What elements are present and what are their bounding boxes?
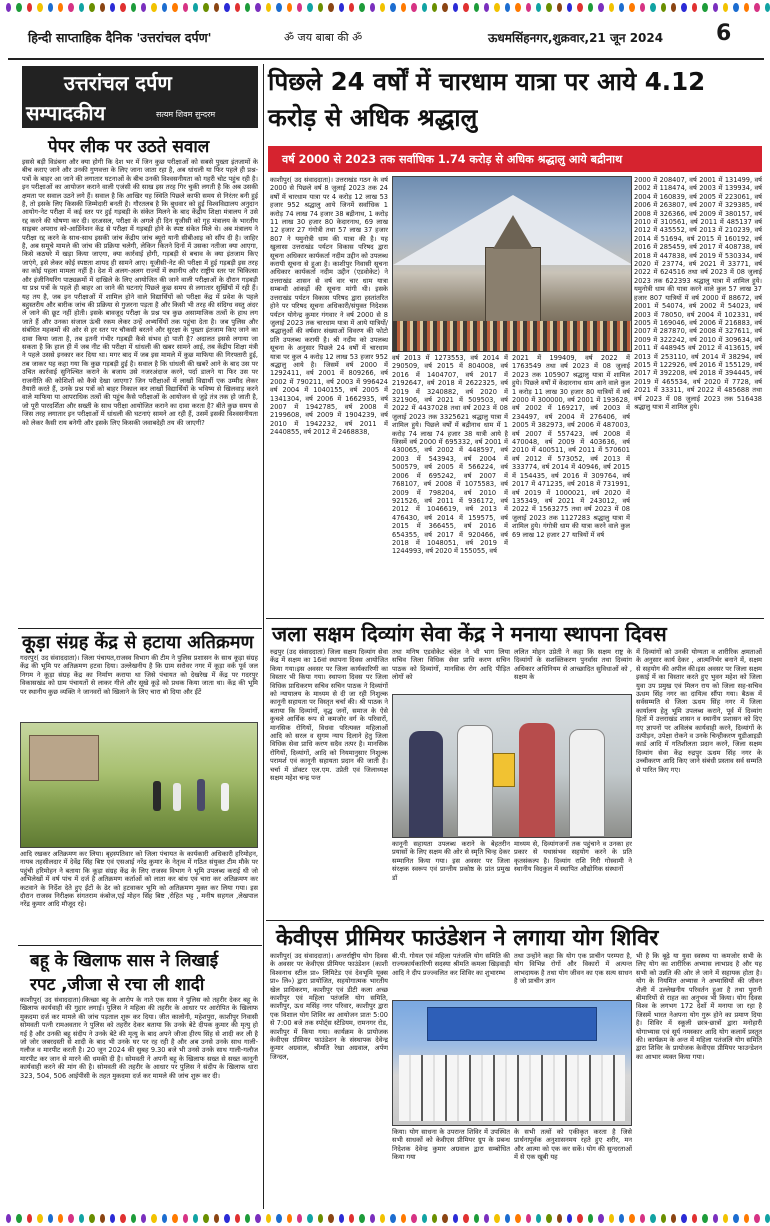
border-dot [640, 3, 645, 12]
border-dot [422, 3, 427, 12]
border-dot [432, 1214, 437, 1223]
border-dot [577, 1214, 582, 1223]
border-dot [681, 3, 686, 12]
page-header [6, 16, 764, 56]
border-dot [526, 3, 531, 12]
border-dot [733, 3, 738, 12]
border-dot [526, 1214, 531, 1223]
border-dot [297, 1214, 302, 1223]
border-dot [494, 1214, 499, 1223]
border-dot [754, 1214, 759, 1223]
border-dot [68, 3, 73, 12]
border-dot [515, 3, 520, 12]
border-dot [162, 1214, 167, 1223]
border-dot [6, 1214, 11, 1223]
border-dot [515, 1214, 520, 1223]
border-dot [640, 1214, 645, 1223]
border-dot [723, 3, 728, 12]
border-dot [370, 1214, 375, 1223]
border-dot [110, 1214, 115, 1223]
border-dot [37, 3, 42, 12]
jal-col-4: में दिव्यांगों को उनकी योग्यता व शारीरिक क्षमताओं के अनुसार कार्य देकर , आत्मनिर्भर बनाने में, सक्षम से सहयोग की अपील की।इस अवसर पर जिला सक्षम इकाई में का विस्तार करते हुए भुवन महेश को जिला युवा उप प्रमुख एवं मिलन राय को जिला सह-सचिव ऊधम सिंह नगर का दायित्व सौंपा गया। बैठक में सर्वसम्मति से जिला ऊधम सिंह नगर में जिला कार्यालय हेतु भूमि उपलब्ध कराने, पूर्व में दिव्यांग हितों में उत्तराखंड शासन व स्थानीय प्रशासन को दिए गए ज्ञापनों पर अविलंब कार्यवाही करने, दिव्यांगों के उत्पीड़न, उपेक्षा रोकने व उनके चिन्हीकरण यूडीआइडी कार्ड आदि में गतिशीलता प्रदान करने, जिला सक्षम दिव्यांग सेवा केंद्र रुद्रपुर ऊधम सिंह नगर के उच्चीकरण आदि किए जाने संबंधी प्रस्ताव सर्व सम्मति से पारित किए गए। [636, 648, 762, 774]
border-dot [702, 1214, 707, 1223]
border-dot [546, 1214, 551, 1223]
border-dot [442, 1214, 447, 1223]
lead-col-4: 2000 में 208407, वर्ष 2001 में 131499, वर्ष 2002 में 118474, वर्ष 2003 में 139934, वर्ष 2004 में 160839, वर्ष 2005 में 223061, वर्ष 2006 में 263807, वर्ष 2007 में 329385, वर्ष 2008 में 326366, वर्ष 2009 में 380157, वर्ष 2010 में 310561, वर्ष 2011 में 485137 वर्ष 2012 में 435552, वर्ष 2013 में 210239, वर्ष 2014 में 51694, वर्ष 2015 में 160192, वर्ष 2016 में 285459, वर्ष 2017 में 408738, वर्ष 2018 में 447838, वर्ष 2019 में 530334, वर्ष 2020 में 23774, वर्ष 2021 में 33771, वर्ष 2022 में 624516 तथा वर्ष 2023 में 08 जुलाई 2023 तक 622393 श्रद्धालु यात्रा में शामिल हुये। यमुनोत्री धाम की यात्रा करने वाले कुल 57 लाख 37 हजार 807 यात्रियों में वर्ष 2000 में 88672, वर्ष 2001 में 54074, वर्ष 2002 में 54023, वर्ष 2003 में 78050, वर्ष 2004 में 102331, वर्ष 2005 में 169046, वर्ष 2006 में 216883, वर्ष 2007 में 287870, वर्ष 2008 में 327611, वर्ष 2009 में 322242, वर्ष 2010 में 309634, वर्ष 2011 में 448945 वर्ष 2012 में 413615, वर्ष 2013 में 253110, वर्ष 2014 में 38294, वर्ष 2015 में 122926, वर्ष 2016 में 155129, वर्ष 2017 में 392208, वर्ष 2018 में 394445, वर्ष 2019 में 465534, वर्ष 2020 में 7728, वर्ष 2021 में 33311, वर्ष 2022 में 485688 तथा वर्ष 2023 में 08 जुलाई 2023 तक 516438 श्रद्धालु यात्रा में शामिल हुये। [634, 176, 762, 411]
border-dot [245, 1214, 250, 1223]
lead-col-1: काशीपुर( उद संवाददाता)। उत्तराखंड गठन के वर्ष 2000 से पिछले वर्ष 8 जुलाई 2023 तक 24 वर्षों में चारधाम यात्रा पर 4 करोड़ 12 लाख 53 हजार 952 श्रद्धालु आये जिनमें सर्वाधिक 1 करोड़ 74 लाख 74 हजार 38 बद्रीनाथ, 1 करोड़ 11 लाख 30 हजार 80 केदारनाथ, 69 लाख 12 हजार 27 गंगोत्री तथा 57 लाख 37 हजार 807 ने यमुनोत्री धाम की यात्रा की है। यह खुलासा उत्तराखंड पर्यटन विकास परिषद द्वारा सूचना अधिकार कार्यकर्ता नदीम उद्दीन को उपलब्ध करायी सूचना से हुआ है। काशीपुर निवासी सूचना अधिकार कार्यकर्ता नदीम उद्दीन (एडवोकेट) ने उत्तराखंड शासन से वर्ष वार चार धाम यात्रा सम्बन्धी आंकड़ों की सूचना मांगी थी। इसके उत्तराखंड पर्यटन विकास परिषद द्वारा हस्तांतरित होने पर परिषद सूचना अधिकारी/संयुक्त निदेशक पर्यटन योगेन्द्र कुमार गंगवार ने वर्ष 2000 से 8 जुलाई 2023 तक चारधाम यात्रा में आये यात्रियों/श्रद्धालुओं की वर्षवार संख्याओं विवरण की फोटो प्रति उपलब्ध करायी है। श्री नदीम को उपलब्ध सूचना के अनुसार पिछले 24 वर्षों में चारधाम यात्रा पर कुल 4 करोड़ 12 लाख 53 हजार 952 श्रद्धालु आये है। जिसमें वर्ष 2000 में 1292411, वर्ष 2001 में 809266, वर्ष 2002 में 790211, वर्ष 2003 में 996424 वर्ष 2004 में 1040155, वर्ष 2005 में 1341304, वर्ष 2006 में 1662935, वर्ष 2007 में 1942785, वर्ष 2008 में 2199608, वर्ष 2009 में 1904239, वर्ष 2010 में 1942232, वर्ष 2011 में 2440855, वर्ष 2012 में 2468838, [270, 176, 388, 437]
kvs-col-3: तथा उन्होंने कहा कि योग एक प्राचीन परम्परा है, योग विभिन्न रोगों और विकारों में अत्यन्त लाभदायक है तथा योग जीवन का एक सत्य साधन है जो प्राचीन ज्ञान [514, 952, 632, 986]
border-dot [650, 1214, 655, 1223]
border-dot [359, 3, 364, 12]
kvs-col-4: भी है कि बूढ़े या युवा स्वस्थ्य या कमजोर सभी के लिए योग का शारीरिक अभ्यास लाभप्रद है और यह सभी को उन्नति की ओर ले जाने में सहायक होता है। योग के नियमित अभ्यास ने अभ्यासियों की जीवन शैली में उल्लेखनीय परिवर्तन हुआ है तथा पुरानी बीमारियों से राहत का अनुभव भी किया। योग दिवस विश्व के लगभग 172 देशों में मनाया जा रहा है जिसमें भारत नेअपना योग गुरू होने का प्रमाण दिया है। शिविर में स्कूली छात्र-छात्रों द्वारा मनोहारी योगाभ्यास एवं सूर्य नमस्कार आदि योग कलायें प्रस्तुत की। कार्यक्रम के अन्त में महिला पतंजलि योग समिति द्वारा शिविर के प्रायोजक केवीएस प्रीमियर फाउन्डेशन का आभार व्यक्त किया गया। [636, 952, 762, 1061]
lead-col-2: वर्ष 2013 में 1273553, वर्ष 2014 में 290509, वर्ष 2015 में 804008, वर्ष 2016 में 1404707, वर्ष 2017 में 2192647, वर्ष 2018 में 2622325, वर्ष 2019 में 3240882, वर्ष 2020 में 321906, वर्ष 2021 में 509503, वर्ष 2022 में 4437028 तथा वर्ष 2023 में 08 जुलाई 2023 तक 3325621 श्रद्धालु यात्रा में शामिल हुये। पिछले वर्षों में बद्रीनाथ धाम में 1 करोड़ 74 लाख 74 हजार 38 यात्री आये है जिसमें वर्ष 2000 में 695332, वर्ष 2001 में 430065, वर्ष 2002 में 448597, वर्ष 2003 में 543943, वर्ष 2004 में 500579, वर्ष 2005 में 566224, वर्ष 2006 में 695242, वर्ष 2007 में 768107, वर्ष 2008 में 1075583, वर्ष 2009 में 798204, वर्ष 2010 में 921526, वर्ष 2011 में 936172, वर्ष 2012 में 1046619, वर्ष 2013 में 476430, वर्ष 2014 में 159575, वर्ष 2015 में 366455, वर्ष 2016 में 654355, वर्ष 2017 में 920466, वर्ष 2018 में 1048051, वर्ष 2019 में 1244993, वर्ष 2020 में 155055, वर्ष [392, 354, 508, 556]
border-dot [681, 1214, 686, 1223]
border-dot [598, 1214, 603, 1223]
border-dot [765, 3, 770, 12]
border-dot [214, 1214, 219, 1223]
border-dot [37, 1214, 42, 1223]
border-dot [58, 3, 63, 12]
crowd-strip [393, 321, 631, 351]
lead-banner [268, 146, 762, 172]
border-dot [58, 1214, 63, 1223]
lead-col-3: 2021 में 199409, वर्ष 2022 में 1763549 तथा वर्ष 2023 में 08 जुलाई 2023 तक 105907 श्रद्धालु यात्रा में शामिल हुये। पिछले वर्षों में केदारनाथ धाम आने वाले कुल 1 करोड़ 11 लाख 30 हजार 80 यात्रियों में वर्ष 2000 में 300000, वर्ष 2001 में 193628, वर्ष 2002 में 169217, वर्ष 2003 में 234497, वर्ष 2004 में 276406, वर्ष 2005 में 382973, वर्ष 2006 में 487003, वर्ष 2007 में 557423, वर्ष 2008 में 470048, वर्ष 2009 में 403636, वर्ष 2010 में 400511, वर्ष 2011 में 570601 वर्ष 2012 में 573052, वर्ष 2013 में 333774, वर्ष 2014 में 40946, वर्ष 2015 में 154435, वर्ष 2016 में 309764, वर्ष 2017 में 471235, वर्ष 2018 में 731991, वर्ष 2019 में 1000021, वर्ष 2020 में 135349, वर्ष 2021 में 243012, वर्ष 2022 में 1563275 तथा वर्ष 2023 में 08 जुलाई 2023 तक 1127283 श्रद्धालु यात्रा में शामिल हुये। गंगोत्री धाम की यात्रा करने वाले कुल 69 लाख 12 हजार 27 यात्रियों में वर्ष [512, 354, 630, 539]
border-dot [754, 3, 759, 12]
border-dot [307, 1214, 312, 1223]
border-dot [110, 3, 115, 12]
border-dot [463, 1214, 468, 1223]
border-dot [79, 1214, 84, 1223]
border-dot [79, 3, 84, 12]
border-dot [536, 1214, 541, 1223]
border-dot [100, 3, 105, 12]
lead-banner-text: वर्ष 2000 से 2023 तक सर्वाधिक 1.74 करोड़ से अधिक श्रद्धालु आये बद्रीनाथ [282, 153, 623, 166]
border-dot [287, 3, 292, 12]
border-dot [401, 3, 406, 12]
border-dot [235, 3, 240, 12]
border-dot [401, 1214, 406, 1223]
border-dot [131, 3, 136, 12]
border-dot [661, 3, 666, 12]
kedarnath-temple-photo [392, 176, 632, 352]
border-dot [162, 3, 167, 12]
border-dot [723, 1214, 728, 1223]
border-dot [349, 1214, 354, 1223]
border-dot [16, 1214, 21, 1223]
border-dot [609, 1214, 614, 1223]
border-dot [671, 1214, 676, 1223]
border-dot [193, 3, 198, 12]
man-4 [569, 729, 605, 837]
kvs-col-3b: के सभी तत्वों को एकीकृत करता है जिसे प्रार्थनापूर्वक अनुशासनमय रहते हुए शरीर, मन और आत्मा को एक कर सकें। योग की सुन्दरताओं में से एक खूबी यह [514, 1128, 632, 1162]
border-dot [203, 1214, 208, 1223]
border-dot [744, 1214, 749, 1223]
header-center-text: ॐ जय बाबा की ॐ [284, 31, 363, 44]
border-dot [266, 3, 271, 12]
kooda-headline: कूड़ा संग्रह केंद्र से हटाया अतिक्रमण [22, 632, 254, 653]
person-2 [173, 783, 181, 811]
kooda-bottom-rule [18, 945, 262, 946]
person-3 [197, 779, 205, 811]
kooda-body: आदि रखकर अतिक्रमण कर लिया। बृहस्पतिवार को जिला पंचायत के कार्यकारी अधिकारी हरिमोहन, नायब तहसीलदार में देवेंद्र सिंह बिष्ट एवं एसआई नरेंद्र कुमार के नेतृत्व में गठित संयुक्त टीम मौके पर पहुंची हरिमोहन ने बताया कि कूड़ा संग्रह केंद्र के लिए राजस्व विभाग ने भूमि उपलब्ध कराई थी जो अभिलेखों में वर्ष पांच में दर्ज है अतिक्रमण कर्ताओं को लाता कर बांध एवं चारा कर अतिक्रमण कर कटवाने के निर्देश देते हुए ईंटों के ढेर को हटवाकर भूमि को अतिक्रमण मुक्त कर लिया गया। इस दौरान राजस्व निरीक्षक संगतराम कंबोज,एई मोहन सिंह बिष्ट ,रोहित भट्ट , मनीष सहगल ,लेखपाल नरेंद्र कुमार आदि मौजूद रहे। [20, 850, 258, 909]
border-dot [6, 3, 11, 12]
border-dot [453, 1214, 458, 1223]
jal-col-1: रुद्रपुर (उद संवाददाता) जिला सक्षम दिव्यांग सेवा केंद्र में सक्षम का 16वां स्थापना दिवस आयोजित किया गया।इस अवसर पर जिला कार्यकारिणी का विस्तार भी किया गया। स्थापना दिवस पर जिला विधिक प्राधिकरण सचिव सचिन पाठक ने दिव्यांगों को न्यायालय के माध्यम से दी जा रही निशुल्क कानूनी सहायता पर विस्तृत चर्चा की। श्री पाठक ने बताया कि दिव्यांगों, वृद्ध जनों, समाज के ऐसे कुचले आर्थिक रूप से कमजोर वर्ग के परिवारों, मानसिक रोगियों, विधवा परित्यक्त महिलाओं आदि को सरल व सुगम न्याय दिलाने हेतु जिला विधिक सेवा प्राधि करण सदैव तत्पर है। मानसिक रोगियों, दिव्यांगों, आदि को नियमानुसार निशुल्क परामर्श एवं कानूनी सहायता प्रदान की जाती है। चर्चा में डॉक्टर एल.एम. उप्रेती एवं जिलाध्यक्ष सक्षम महेश चन्द्र पन्त [270, 648, 388, 783]
border-dot [442, 3, 447, 12]
jal-col-3b: माध्यम से, दिव्यांगजनों तक पहुंचाने व उनका हर प्रकार से यथासंभव सहयोग करने के प्रति कृतसंकल्प है। दिव्यांग राशि गिरी गोस्वामी ने स्थानीय विदकुल में स्थापित औद्योगिक संस्थानों [514, 840, 632, 874]
border-dot [609, 3, 614, 12]
border-dot [48, 1214, 53, 1223]
man-2 [457, 725, 493, 837]
border-dot [120, 1214, 125, 1223]
border-dot [172, 1214, 177, 1223]
border-dot [692, 3, 697, 12]
border-dot [567, 1214, 572, 1223]
border-dot [141, 1214, 146, 1223]
border-dot [546, 3, 551, 12]
award-ceremony-photo [392, 694, 632, 838]
editorial-masthead [22, 66, 258, 128]
border-dot [619, 1214, 624, 1223]
border-dot [255, 3, 260, 12]
border-dot [650, 3, 655, 12]
border-dot [484, 3, 489, 12]
border-dot [120, 3, 125, 12]
border-dot [276, 3, 281, 12]
header-rule [8, 58, 764, 60]
border-dot [214, 3, 219, 12]
bahu-body: काशीपुर( उद संवाददाता)।किच्छा बहू के आरोप के नाते एक सास ने पुलिस को तहरीर देकर बहू के खिलाफ कार्यवाही की गुहार लगाई। पुलिस ने महिला की तहरीर के आधार पर आरोपित के खिलाफ मुकदमा दर्ज कर मामले की जांच पड़ताल शुरू कर दिया। जीत कालोनी, महेशपुरा, काशीपुर निवासी सोमवती पत्नी रामअवतार ने पुलिस को तहरीर देकर बताया कि उनके बेटे दीपक कुमार की मृत्यु हो गई है और उनकी बहू संदीप ने उनके बेटे की मृत्यु के बाद अपने जीजा हीरय सिंह से शादी कर ली है जो जोर जबरदस्ती से शादी के बाद भी उनके घर पर रह रही है और अब उनसे उनके साथ गाली-गलौज व मारपीट करती है। 20 जून 2024 की सुबह 9.30 बजे भी उनसे उनके साथ गाली-गलौज मारपीट कर जान से मारने की धमकी दी है। सोमवती ने अपनी बहू के खिलाफ सख्त से सख्त कानूनी कार्यवाही करने की मांग की है। सोमवती की तहरीर के आधार पर पुलिस ने संदीप के खिलाफ धारा 323, 504, 506 आईपीसी के तहत मुकदमा दर्ज कर मामले की जांच शुरू कर दी। [20, 996, 258, 1080]
jal-headline: जला सक्षम दिव्यांग सेवा केंद्र ने मनाया स्थापना दिवस [272, 622, 667, 646]
border-dot [577, 3, 582, 12]
editorial-headline: पेपर लीक पर उठते सवाल [48, 137, 210, 157]
lead-bottom-rule [266, 618, 764, 619]
border-dot [48, 3, 53, 12]
border-dot [318, 3, 323, 12]
border-dot [411, 3, 416, 12]
border-dot [588, 1214, 593, 1223]
border-dot [463, 3, 468, 12]
border-dot [349, 3, 354, 12]
border-dot [692, 1214, 697, 1223]
border-dot [183, 3, 188, 12]
lead-headline: पिछले 24 वर्षों में चारधाम यात्रा पर आये 4.12 करोड़ से अधिक श्रद्धालु [268, 67, 706, 132]
border-dot [245, 3, 250, 12]
border-dot [536, 3, 541, 12]
border-dot [484, 1214, 489, 1223]
border-dot [411, 1214, 416, 1223]
kooda-intro: गदरपुर( उद संवाददाता)। जिला पंचायत,राजस्व विभाग की टीम ने पुलिस प्रशासन के साथ कूड़ा संग्रह केंद्र की भूमि पर अतिक्रमण हटवा दिया। उल्लेखनीय है कि ग्राम सरोवर नगर में कूड़ा वर्क पूर्व जल निगम ने कूड़ा संग्रह केंद्र का निर्माण कराया था जिसे पंचायत को देखरेख में केंद्र पर गदरपुर विकासखंड को ग्राम पंचायतों से लाकर गीले और सूखे कूड़े को प्रथक किया जाता था। केंद्र की भूमि पर स्थानीय कुछ व्यक्ति ने जानवरों को खिलाने के लिए चारा बो दिया और ईंटें [20, 654, 258, 696]
bahu-headline-2: रपट ,जीजा से रचा ली शादी [30, 975, 205, 995]
masthead-subtitle: सम्पादकीय [26, 101, 106, 125]
border-dot [193, 1214, 198, 1223]
border-dot [598, 3, 603, 12]
man-1 [409, 731, 443, 837]
person-4 [221, 783, 229, 811]
border-dot [224, 1214, 229, 1223]
border-dot [422, 1214, 427, 1223]
border-dot [151, 1214, 156, 1223]
border-dot [255, 1214, 260, 1223]
border-dot [474, 3, 479, 12]
border-dot [505, 1214, 510, 1223]
border-dot [27, 1214, 32, 1223]
border-dot [629, 1214, 634, 1223]
border-dot [661, 1214, 666, 1223]
jal-col-2: तथा मनिष एडवोकेट चंदेल ने भी भाग लिया सचिव जिला विधिक सेवा प्राधि करण सचिन पाठक को दिव्यांगों, मानसिक रोग आदि पीड़ित लोगों को [392, 648, 510, 682]
border-dot [172, 3, 177, 12]
encroachment-site-photo [20, 722, 258, 848]
border-dot [765, 1214, 770, 1223]
place-date: ऊधमसिंहनगर,शुक्रवार,21 जून 2024 [488, 31, 664, 45]
border-dot [702, 3, 707, 12]
yoga-camp-photo [392, 1000, 632, 1126]
editorial-body: इससे बड़ी विडंबना और क्या होगी कि देश भर में जिन कुछ परीक्षाओं को सबसे पुख्ता इंतजामों के बीच कराए जाने और उनकी गुणवत्ता के लिए जाना जाता रहा है, अब धांधली या फिर पहले ही प्रश्न-पत्रों के बाहर आ जाने की लगातार घटनाओं के बीच उनकी विश्वसनीयता को गहरी चोट पहुंच रही है। इन परीक्षाओं का आयोजन कराने वाली एजंसी की साख इस तरह गिर चुकी लगती है कि अब उसकी क्षमता पर सवाल उठने लगे हैं। सवाल है कि आखिर यह स्थिति पिछले काफी समय से निरंतर बनी हुई है, तो इसके लिए किसकी जिम्मेदारी बनती है। गौरतलब है कि बुधवार को हुई विश्वविद्यालय अनुदान आयोग-नेट परीक्षा में कई स्तर पर हुई गड़बड़ी के संकेत मिलने के बाद केंद्रीय शिक्षा मंत्रालय ने उसे रद्द करने की घोषणा कर दी। दरअसल, परीक्षा के अगले ही दिन यूजीसी को गृह मंत्रालय के भारतीय साइबर अपराध को-आर्डिनेशन केंद्र से परीक्षा में गड़बड़ी होने के स्पष्ट संकेत मिले थे। अब मंत्रालय ने परीक्षा रद्द करने के साथ-साथ इसकी जांच केंद्रीय जांच ब्यूरो यानी सीबीआइ को सौंप दी है। जाहिर है, अब समूचे मामले की जांच की प्रक्रिया चलेगी, लेकिन कितने दिनों में उसका नतीजा क्या आएगा, किसे कठघरे में खड़ा किया जाएगा, क्या कार्रवाई होगी, गड़बड़ी से बचाव के क्या इंतजाम किए जाएंगे, इसे लेकर कोई स्पष्टता शायद ही सामने आए। यूजीसी-नेट की परीक्षा में हुई गड़बड़ी इस तरह का कोई पहला मामला नहीं है। देश में अलग-अलग राज्यों में स्थानीय और राष्ट्रीय स्तर पर चिकित्सा और इंजीनियरिंग पाठ्यक्रमों में दाखिले के लिए आयोजित की जाने वाली परीक्षाओं के दौरान गड़बड़ी या प्रश्न पत्रों के पहले ही बाहर आ जाने की घटनाएं पिछले कुछ समय से लगातार सुर्खियों में रही हैं। यह तय है, जब इन परीक्षाओं में शामिल होने वाले विद्यार्थियों को परीक्षा केंद्र में प्रवेश के पहले बहुस्तरीय और बारीक जांच की प्रक्रिया से गुजरना पड़ता है और किसी भी तरह की संदिग्ध वस्तु अंदर ले जाने की छूट नहीं होती। इसके बावजूद परीक्षा के प्रश्न पत्र कुछ असामाजिक तत्वों के हाथ लग जाते हैं और उनका संजाल ऊंची रकम लेकर उन्हें अभ्यर्थियों तक पहुंचा देता है। जब पुलिस और संबंधित महकमों की ओर से हर स्तर पर चौकसी बरतने और सुरक्षा के पुख्ता इंतजाम किए जाने का दावा किया जाता है, तब इतनी गंभीर गड़बड़ी कैसे संभव हो पाती है? अदालत इससे लगाया जा सकता है कि हाल ही में जब नीट की परीक्षा में धांधली की खबर सामने आई, तब केंद्रीय शिक्षा मंत्री ने पहले उससे इनकार कर दिया था। मगर बाद में जब इस मामले में कुछ माफिया की गिरफ्तारी हुई, तब जाकर यह कहा गया कि कुछ गड़बड़ी हुई है। सवाल है कि धांधली की खबरें आने के बाद उस पर उचित कार्रवाई सुनिश्चित कराने के बजाय उसे नजरअंदाज करने, पर्दा डालने या फिर उस पर राजनीति की कोशिशों को कैसे देखा जाएगा? जिन परीक्षाओं में लाखों विद्यार्थी एक उम्मीद लेकर तैयारी करते हैं, उनके प्रश्न पत्रों को बाहर निकाल कर लाखों विद्यार्थियों के भविष्य से खिलवाड़ करने वाले माफिया या आपराधिक तत्वों की पहुंच कैसे परीक्षाओं के आयोजन से जुड़े तंत्र तक हो जाती है, जो पूरी पारदर्शिता और सख्ती के साथ परीक्षा आयोजित कराने का दावा करता है? बीते कुछ समय से जिस तरह लगातार इन परीक्षाओं में धांधली की घटनाएं सामने आ रही हैं, उसमें इसकी विश्वसनीयता को लेकर कैसी राय बनेगी और इसके लिए किसकी जवाबदेही तय की जाएगी? [22, 158, 258, 427]
border-dot [266, 1214, 271, 1223]
border-dot [380, 3, 385, 12]
border-dot [380, 1214, 385, 1223]
border-dot [619, 3, 624, 12]
border-dot [339, 1214, 344, 1223]
border-dot [68, 1214, 73, 1223]
border-dot [328, 3, 333, 12]
bottom-dot-border [0, 1211, 770, 1225]
border-dot [370, 3, 375, 12]
border-dot [567, 3, 572, 12]
border-dot [432, 3, 437, 12]
border-dot [494, 3, 499, 12]
border-dot [224, 3, 229, 12]
border-dot [557, 1214, 562, 1223]
border-dot [276, 1214, 281, 1223]
page-number: 6 [716, 21, 732, 46]
border-dot [474, 1214, 479, 1223]
border-dot [27, 3, 32, 12]
jal-bottom-rule [266, 920, 764, 921]
stage-banner [427, 1007, 597, 1041]
wall-structure [29, 735, 99, 781]
man-3 [519, 723, 555, 837]
border-dot [744, 3, 749, 12]
memento [493, 753, 515, 787]
border-dot [557, 3, 562, 12]
temple-body [485, 247, 541, 327]
bahu-headline-1: बहू के खिलाफ सास ने लिखाई [30, 951, 219, 971]
border-dot [297, 3, 302, 12]
masthead-title: उत्तरांचल दर्पण [64, 71, 172, 95]
border-dot [151, 3, 156, 12]
border-dot [453, 3, 458, 12]
border-dot [390, 1214, 395, 1223]
top-dot-border [0, 0, 770, 14]
jal-col-2b: कानूनी सहायता उपलब्ध कराने के बेहतरीन प्रयासों के लिए सक्षम की ओर से स्मृति चिन्ह देकर सम्मानित किया गया। इस अवसर पर जिला संरक्षक स्वरूप एवं प्रान्तीय प्रकोष्ठ के प्रांत प्रमुख डॉ [392, 840, 510, 882]
jal-col-3: ललित मोहन उप्रेती ने कहा कि सक्षम राष्ट्र के दिव्यांगों के सशक्तिकरण पुनर्वास तथा दिव्यांग अधिकार अधिनियम से आच्छादित सुविधाओं को , सक्षम के [514, 648, 632, 682]
border-dot [339, 3, 344, 12]
paper-name: हिन्दी साप्ताहिक दैनिक 'उत्तरांचल दर्पण' [28, 30, 212, 45]
temple-spire [493, 215, 533, 249]
border-dot [141, 3, 146, 12]
border-dot [203, 3, 208, 12]
border-dot [235, 1214, 240, 1223]
editorial-bottom-rule [18, 628, 262, 629]
kvs-headline: केवीएस प्रीमियर फाउंडेशन ने लगाया योग शिविर [276, 926, 659, 951]
border-dot [505, 3, 510, 12]
border-dot [328, 1214, 333, 1223]
border-dot [390, 3, 395, 12]
border-dot [588, 3, 593, 12]
border-dot [16, 3, 21, 12]
participants-row [399, 1055, 625, 1121]
border-dot [183, 1214, 188, 1223]
border-dot [713, 1214, 718, 1223]
person-1 [153, 781, 161, 811]
column-separator [263, 64, 264, 1209]
border-dot [307, 3, 312, 12]
border-dot [287, 1214, 292, 1223]
border-dot [100, 1214, 105, 1223]
border-dot [89, 1214, 94, 1223]
border-dot [89, 3, 94, 12]
kvs-col-1: काशीपुर( उद संवाददाता)। अन्तर्राष्ट्रीय योग दिवस के अवसर पर केवीएस प्रीमियर फाउंडेशन (काशी विश्वनाथ स्टील प्रा० लिमिटेड एवं देवभूमि यूक्स प्रा० लि०) द्वारा प्रायोजित, सहयोगात्मक भारतीय खेल प्राधिकरण, काशीपुर एवं डीटी कला अच्छ काशीपुर एवं महिला पतंजलि योग समिति, काशीपुर, ऊध मसिंह नगर परिवार, काशीपुर द्वारा एक विशाल योग शिविर का आयोजन प्रातः 5:00 से 7:00 बजे तक स्पोर्ट्स स्टेडियम, रामनगर रोड, काशीपुर में किया गया। कार्यक्रम के प्रायोजक केवीएस प्रीमियर फाउंडेशन के संस्थापक देवेन्द्र कुमार अग्रवाल, श्रीमति रेखा अग्रवाल, अर्पण जिन्दल, [270, 952, 388, 1061]
border-dot [359, 1214, 364, 1223]
masthead-motto: सत्यम शिवम सुन्दरम [156, 110, 216, 119]
border-dot [131, 1214, 136, 1223]
border-dot [629, 3, 634, 12]
border-dot [318, 1214, 323, 1223]
border-dot [733, 1214, 738, 1223]
border-dot [671, 3, 676, 12]
kvs-col-2: बी.पी. गोयल एवं महिला पतंजलि योग समिति की राज्यकार्यकारिणी सदस्या श्रीमति कमला खिड़वाड़ी आदि ने दीप प्रज्ज्वलित कर शिविर का शुभारम्भ [392, 952, 510, 977]
border-dot [713, 3, 718, 12]
kvs-col-2b: किया। योग साधना के उपरान्त शिविर में उपस्थित सभी साधकों को केवीएस प्रीमियर ग्रुप के प्रबन्ध निदेशक देवेन्द्र कुमार अग्रवाल द्वारा सम्बोधित किया गया [392, 1128, 510, 1162]
